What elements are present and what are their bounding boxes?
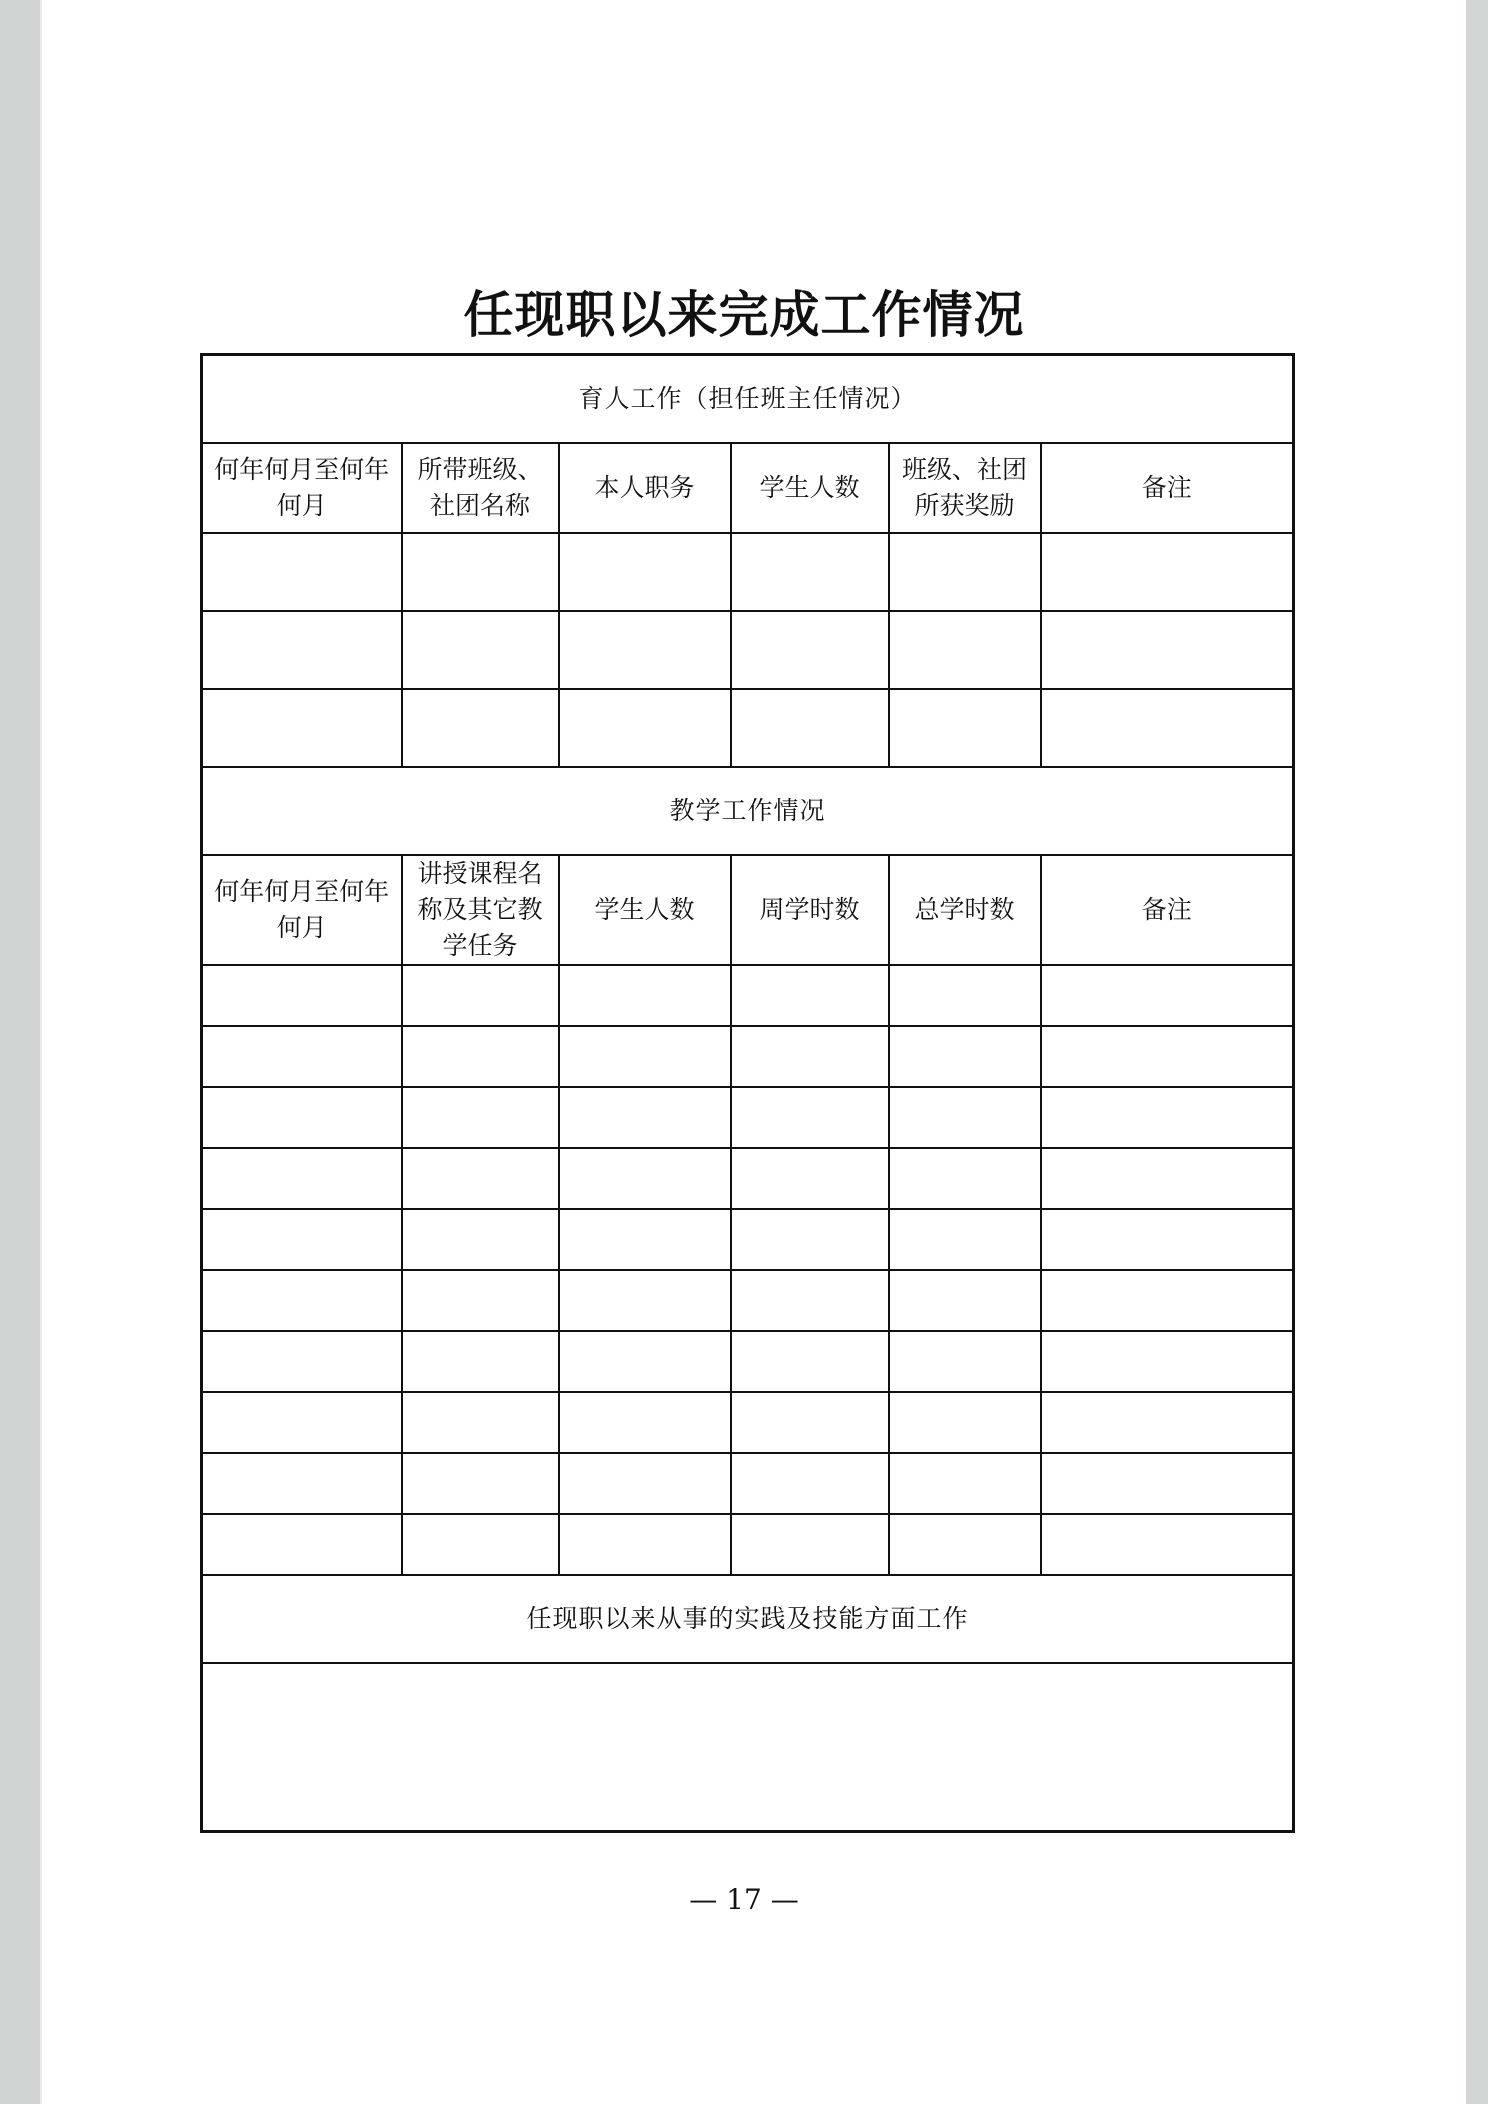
table-row xyxy=(202,1392,1294,1453)
column-header: 班级、社团所获奖励 xyxy=(889,443,1041,533)
table-cell[interactable] xyxy=(559,533,731,611)
table-row xyxy=(202,1209,1294,1270)
table-row xyxy=(202,1453,1294,1514)
table-cell[interactable] xyxy=(402,965,559,1026)
table-row xyxy=(202,1514,1294,1575)
table-row xyxy=(202,1087,1294,1148)
column-header: 总学时数 xyxy=(889,855,1041,965)
table-cell[interactable] xyxy=(889,965,1041,1026)
table-cell[interactable] xyxy=(889,1087,1041,1148)
table-cell[interactable] xyxy=(559,965,731,1026)
section-header-row xyxy=(202,1575,1294,1663)
table-cell[interactable] xyxy=(402,689,559,767)
section-heading-practice: 任现职以来从事的实践及技能方面工作 xyxy=(202,1575,1294,1663)
table-cell[interactable] xyxy=(402,1209,559,1270)
table-cell[interactable] xyxy=(1041,1331,1294,1392)
table-cell[interactable] xyxy=(402,1148,559,1209)
section-heading-teaching: 教学工作情况 xyxy=(202,767,1294,855)
table-cell[interactable] xyxy=(889,1453,1041,1514)
table-cell[interactable] xyxy=(889,1331,1041,1392)
table-cell[interactable] xyxy=(202,1331,402,1392)
table-row xyxy=(202,1148,1294,1209)
table-cell[interactable] xyxy=(1041,533,1294,611)
table-cell[interactable] xyxy=(1041,1087,1294,1148)
table-cell[interactable] xyxy=(731,1270,889,1331)
header-row xyxy=(202,443,1294,533)
table-cell[interactable] xyxy=(202,1087,402,1148)
table-row xyxy=(202,1663,1294,1832)
section-header-row xyxy=(202,355,1294,444)
table-cell[interactable] xyxy=(1041,611,1294,689)
page-number: — 17 — xyxy=(689,1883,799,1916)
table-cell[interactable] xyxy=(731,1331,889,1392)
table-row xyxy=(202,965,1294,1026)
table-cell[interactable] xyxy=(731,1514,889,1575)
table-cell[interactable] xyxy=(731,1148,889,1209)
table-cell[interactable] xyxy=(402,1026,559,1087)
table-cell[interactable] xyxy=(202,1026,402,1087)
table-cell[interactable] xyxy=(559,1331,731,1392)
table-cell[interactable] xyxy=(559,1209,731,1270)
work-record-table xyxy=(200,353,1295,1833)
table-cell[interactable] xyxy=(559,611,731,689)
table-cell[interactable] xyxy=(402,1392,559,1453)
table-cell[interactable] xyxy=(1041,1392,1294,1453)
table-cell[interactable] xyxy=(1041,1209,1294,1270)
table-cell[interactable] xyxy=(731,689,889,767)
table-cell[interactable] xyxy=(731,1453,889,1514)
table-cell[interactable] xyxy=(202,1453,402,1514)
table-cell[interactable] xyxy=(402,1453,559,1514)
table-cell[interactable] xyxy=(731,1026,889,1087)
table-cell[interactable] xyxy=(202,1209,402,1270)
column-header: 周学时数 xyxy=(731,855,889,965)
column-header: 何年何月至何年何月 xyxy=(202,855,402,965)
table-row xyxy=(202,611,1294,689)
table-cell[interactable] xyxy=(402,1087,559,1148)
section-header-row xyxy=(202,767,1294,855)
column-header: 何年何月至何年何月 xyxy=(202,443,402,533)
table-cell[interactable] xyxy=(559,1148,731,1209)
practice-work-field[interactable] xyxy=(202,1663,1294,1832)
section-heading-education: 育人工作（担任班主任情况） xyxy=(202,355,1294,444)
table-cell[interactable] xyxy=(889,689,1041,767)
table-cell[interactable] xyxy=(559,1026,731,1087)
table-cell[interactable] xyxy=(202,1392,402,1453)
table-cell[interactable] xyxy=(202,611,402,689)
table-cell[interactable] xyxy=(202,689,402,767)
table-row xyxy=(202,1331,1294,1392)
table-cell[interactable] xyxy=(202,965,402,1026)
table-cell[interactable] xyxy=(731,1209,889,1270)
column-header: 备注 xyxy=(1041,443,1294,533)
table-cell[interactable] xyxy=(889,1148,1041,1209)
table-cell[interactable] xyxy=(202,533,402,611)
table-cell[interactable] xyxy=(1041,1148,1294,1209)
table-cell[interactable] xyxy=(402,533,559,611)
table-cell[interactable] xyxy=(1041,689,1294,767)
table-cell[interactable] xyxy=(559,1087,731,1148)
table-cell[interactable] xyxy=(1041,965,1294,1026)
table-cell[interactable] xyxy=(402,1331,559,1392)
table-cell[interactable] xyxy=(1041,1514,1294,1575)
table-cell[interactable] xyxy=(402,1514,559,1575)
table-cell[interactable] xyxy=(559,1514,731,1575)
table-cell[interactable] xyxy=(889,611,1041,689)
header-row xyxy=(202,855,1294,965)
table-cell[interactable] xyxy=(731,965,889,1026)
table-cell[interactable] xyxy=(889,1209,1041,1270)
column-header: 本人职务 xyxy=(559,443,731,533)
table-cell[interactable] xyxy=(731,1087,889,1148)
table-cell[interactable] xyxy=(1041,1026,1294,1087)
table-cell[interactable] xyxy=(889,1514,1041,1575)
table-cell[interactable] xyxy=(559,1392,731,1453)
table-cell[interactable] xyxy=(202,1148,402,1209)
column-header: 讲授课程名称及其它教学任务 xyxy=(402,855,559,965)
column-header: 学生人数 xyxy=(731,443,889,533)
table-cell[interactable] xyxy=(559,1453,731,1514)
scan-edge xyxy=(1466,0,1488,2104)
table-cell[interactable] xyxy=(402,611,559,689)
table-cell[interactable] xyxy=(889,1392,1041,1453)
table-cell[interactable] xyxy=(559,689,731,767)
table-row xyxy=(202,1026,1294,1087)
page-title: 任现职以来完成工作情况 xyxy=(463,285,1025,344)
table-cell[interactable] xyxy=(889,1270,1041,1331)
table-cell[interactable] xyxy=(559,1270,731,1331)
column-header: 备注 xyxy=(1041,855,1294,965)
table-cell[interactable] xyxy=(402,1270,559,1331)
table-cell[interactable] xyxy=(202,1514,402,1575)
table-cell[interactable] xyxy=(1041,1270,1294,1331)
table-cell[interactable] xyxy=(1041,1453,1294,1514)
table-cell[interactable] xyxy=(889,533,1041,611)
table-cell[interactable] xyxy=(202,1270,402,1331)
table-cell[interactable] xyxy=(731,533,889,611)
table-cell[interactable] xyxy=(731,1392,889,1453)
table-row xyxy=(202,1270,1294,1331)
column-header: 所带班级、社团名称 xyxy=(402,443,559,533)
table-cell[interactable] xyxy=(731,611,889,689)
table-row xyxy=(202,533,1294,611)
table-cell[interactable] xyxy=(889,1026,1041,1087)
table-row xyxy=(202,689,1294,767)
column-header: 学生人数 xyxy=(559,855,731,965)
